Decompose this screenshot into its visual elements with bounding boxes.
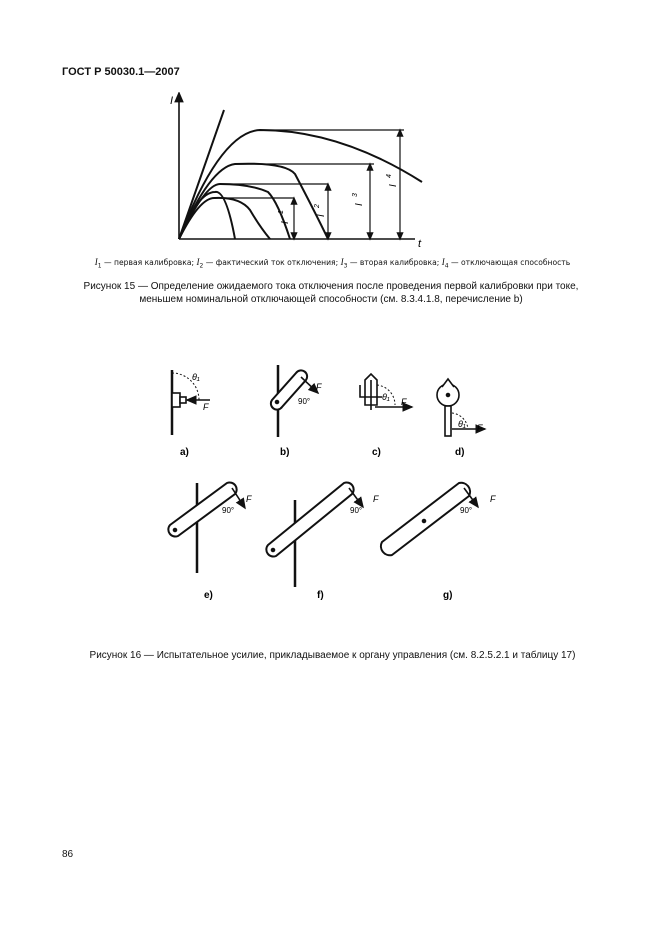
figure-15-graph xyxy=(160,92,440,252)
panel-label-e: e) xyxy=(204,590,213,601)
svg-text:F: F xyxy=(490,494,496,504)
panel-b-drawing xyxy=(271,365,318,437)
y-axis-label: I xyxy=(170,95,174,107)
svg-text:F: F xyxy=(316,382,322,392)
panel-label-f: f) xyxy=(317,590,324,601)
svg-text:F: F xyxy=(373,494,379,504)
panel-label-b: b) xyxy=(280,447,290,458)
svg-text:θ₁: θ₁ xyxy=(382,392,390,402)
mark-i1: I xyxy=(280,221,291,224)
panel-g-drawing xyxy=(381,483,478,555)
panel-e-drawing xyxy=(168,482,245,573)
legend-item-1: — первая калибровка; xyxy=(104,258,195,267)
legend-item-2: — фактический ток отключения; xyxy=(205,258,339,267)
legend-item-3: — вторая калибровка; xyxy=(349,258,440,267)
document-header: ГОСТ Р 50030.1—2007 xyxy=(62,66,180,78)
svg-text:θ₁: θ₁ xyxy=(192,372,200,382)
page-number: 86 xyxy=(62,849,74,860)
svg-text:F: F xyxy=(203,402,209,412)
panel-label-g: g) xyxy=(443,590,453,601)
svg-text:θ₁: θ₁ xyxy=(458,419,466,429)
svg-text:90°: 90° xyxy=(298,397,311,406)
caption-15-line-2: меньшем номинальной отключающей способности (см. 8.3.4.1.8, перечисление b) xyxy=(139,294,523,305)
mark-i3-sub: 3 xyxy=(352,193,359,197)
figure-16-drawings xyxy=(150,355,520,610)
legend-item-4: — отключающая способность xyxy=(451,258,571,267)
figure-16-caption: Рисунок 16 — Испытательное усилие, прикладываемое к органу управления (см. 8.2.5.2.1 и таблицу 17) xyxy=(89,650,576,661)
svg-text:90°: 90° xyxy=(222,506,235,515)
mark-i4-sub: 4 xyxy=(386,174,393,178)
mark-i2: I xyxy=(316,214,327,217)
figure-15-legend: $I_1$ — первая калибровка; $I_2$ — фактический ток отключения; $I_3$ — вторая калибровка; $I_4$ — отключающая способность xyxy=(94,257,571,270)
x-axis-label: t xyxy=(418,238,422,250)
panel-label-a: a) xyxy=(180,447,189,458)
panel-label-d: d) xyxy=(455,447,465,458)
mark-i4: I xyxy=(388,184,399,187)
svg-text:F: F xyxy=(246,494,252,504)
svg-text:90°: 90° xyxy=(350,506,363,515)
svg-text:F: F xyxy=(401,397,407,407)
svg-text:90°: 90° xyxy=(460,506,473,515)
caption-15-line-1: Рисунок 15 — Определение ожидаемого тока отключения после проведения первой калибровки при токе, xyxy=(83,281,579,292)
mark-i1-sub: 1 xyxy=(278,210,285,214)
panel-label-c: c) xyxy=(372,447,381,458)
mark-i3: I xyxy=(354,203,365,206)
figure-15-caption xyxy=(62,280,600,306)
svg-text:F: F xyxy=(477,423,483,433)
panel-f-drawing xyxy=(266,482,363,587)
mark-i2-sub: 2 xyxy=(314,204,321,208)
